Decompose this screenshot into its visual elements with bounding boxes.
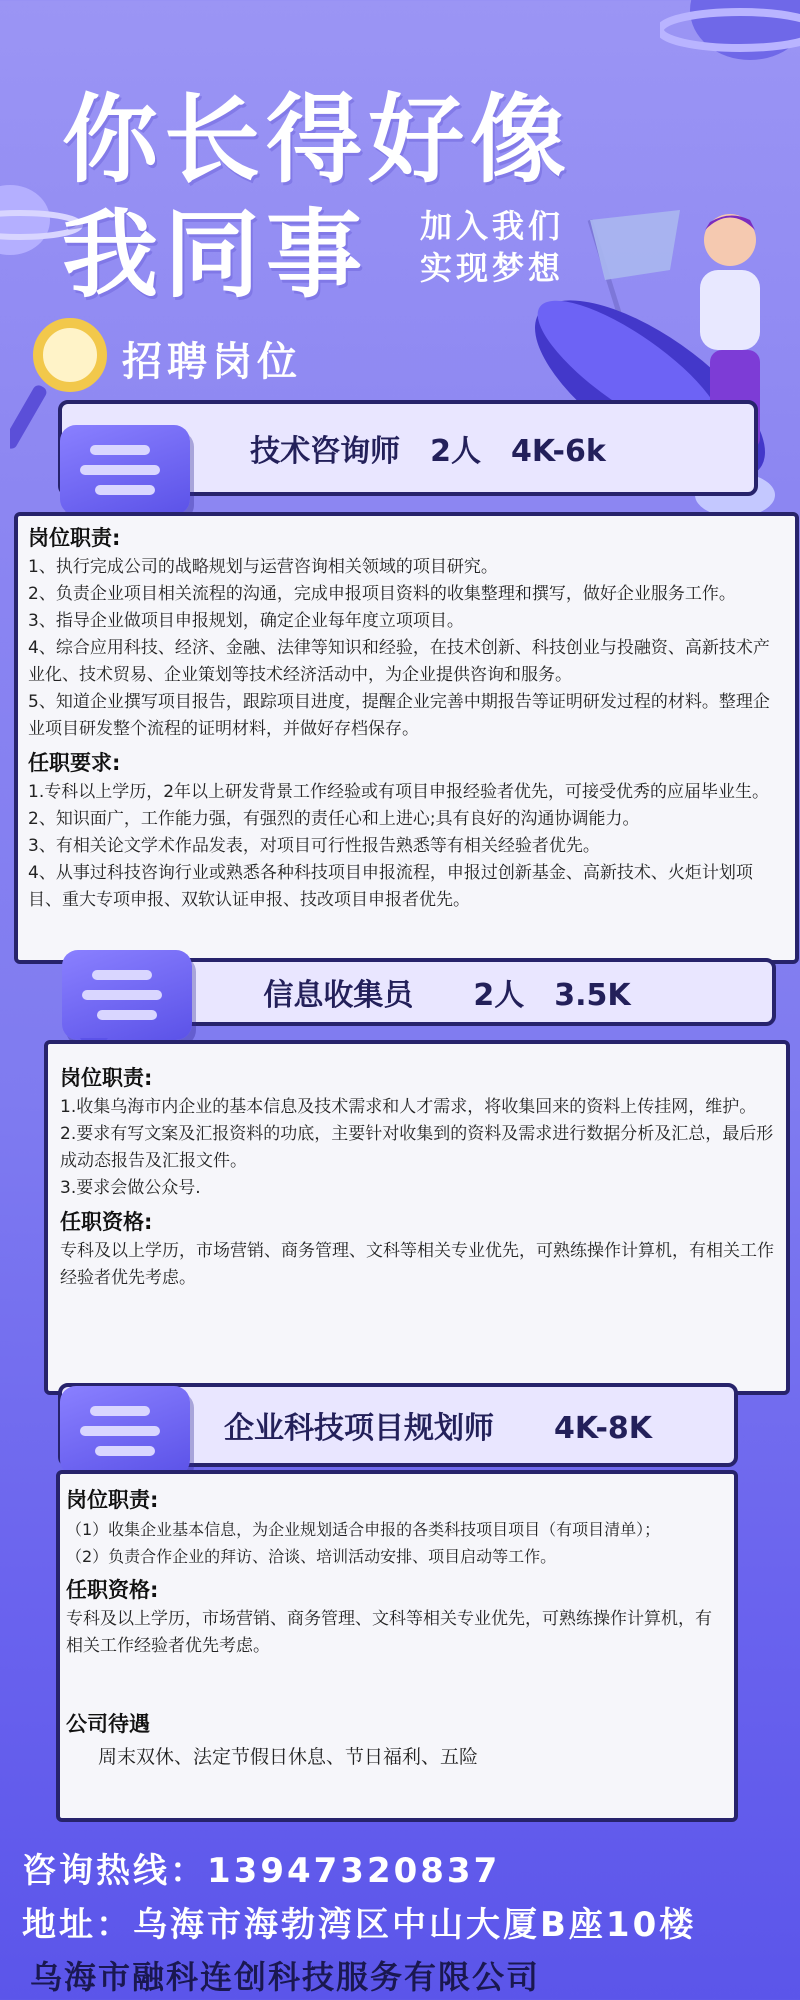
- duty-item: 1.收集乌海市内企业的基本信息及技术需求和人才需求，将收集回来的资料上传挂网，维护。: [60, 1097, 757, 1117]
- headline-line-2: 我同事: [62, 199, 368, 311]
- slogan-line-2: 实现梦想: [420, 249, 565, 287]
- chat-bubble-icon: [60, 1386, 190, 1476]
- requirement-item: 3、有相关论文学术作品发表，对项目可行性报告熟悉等有相关经验者优先。: [28, 836, 600, 856]
- duty-item: （1）收集企业基本信息，为企业规划适合申报的各类科技项目项目（有项目清单）；: [66, 1520, 661, 1539]
- job-title: 企业科技项目规划师 4K-8K: [223, 1411, 653, 1446]
- requirement-item: 4、从事过科技咨询行业或熟悉各种科技项目申报流程，申报过创新基金、高新技术、火炬计划项目、重大专项申报、双软认证申报、技改项目申报者优先。: [28, 863, 753, 910]
- duties-label: 岗位职责:: [28, 526, 121, 550]
- company-name: 乌海市融科连创科技服务有限公司: [30, 1958, 541, 1996]
- duty-item: 4、综合应用科技、经济、金融、法律等知识和经验，在技术创新、科技创业与投融资、高新技术产业化、技术贸易、企业策划等技术经济活动中，为企业提供咨询和服务。: [28, 638, 770, 685]
- requirement-item: 2、知识面广，工作能力强，有强烈的责任心和上进心;具有良好的沟通协调能力。: [28, 809, 640, 829]
- requirements-label: 任职要求:: [28, 751, 121, 775]
- slogan-line-1: 加入我们: [420, 207, 565, 245]
- duty-item: 1、执行完成公司的战略规划与运营咨询相关领域的项目研究。: [28, 557, 498, 577]
- benefits-label: 公司待遇: [66, 1712, 150, 1736]
- section-title: 招聘岗位: [122, 339, 302, 385]
- job-card-body: [44, 1040, 790, 1395]
- headline-line-1: 你长得好像: [62, 84, 572, 196]
- benefits-text: 周末双休、法定节假日休息、节日福利、五险: [98, 1746, 479, 1768]
- requirements-label: 任职资格:: [66, 1578, 159, 1602]
- duty-item: 3.要求会做公众号.: [60, 1178, 201, 1198]
- requirements-label: 任职资格:: [60, 1210, 153, 1234]
- planet-icon: [660, 0, 800, 80]
- job-card-header: [118, 958, 776, 1026]
- duty-item: 2.要求有写文案及汇报资料的功底，主要针对收集到的资料及需求进行数据分析及汇总，最后形成动态报告及汇报文件。: [60, 1124, 774, 1171]
- chat-bubble-icon: [60, 425, 190, 515]
- duty-item: 2、负责企业项目相关流程的沟通，完成申报项目资料的收集整理和撰写，做好企业服务工作。: [28, 584, 736, 604]
- job-card-body: [14, 512, 799, 964]
- duty-item: 3、指导企业做项目申报规划，确定企业每年度立项项目。: [28, 611, 464, 631]
- job-card-body: [56, 1470, 738, 1822]
- requirement-item: 1.专科以上学历，2年以上研发背景工作经验或有项目申报经验者优先，可接受优秀的应届毕业生。: [28, 782, 770, 802]
- chat-bubble-icon: [62, 950, 192, 1040]
- duty-item: 5、知道企业撰写项目报告，跟踪项目进度，提醒企业完善中期报告等证明研发过程的材料。整理企业项目研发整个流程的证明材料，并做好存档保存。: [28, 692, 770, 739]
- duties-label: 岗位职责:: [66, 1488, 159, 1512]
- duty-item: （2）负责合作企业的拜访、洽谈、培训活动安排、项目启动等工作。: [66, 1547, 557, 1566]
- requirement-item: 专科及以上学历，市场营销、商务管理、文科等相关专业优先，可熟练操作计算机，有相关工作经验者优先考虑。: [60, 1241, 774, 1288]
- job-title: 技术咨询师 2人 4K-6k: [250, 434, 606, 469]
- address: 地址：乌海市海勃湾区中山大厦B座10楼: [22, 1905, 697, 1945]
- requirement-item: 专科及以上学历，市场营销、商务管理、文科等相关专业优先，可熟练操作计算机，有相关工作经验者优先考虑。: [66, 1609, 712, 1656]
- duties-label: 岗位职责:: [60, 1066, 153, 1090]
- job-title: 信息收集员 2人 3.5K: [263, 978, 631, 1013]
- hotline: 咨询热线：13947320837: [22, 1851, 501, 1891]
